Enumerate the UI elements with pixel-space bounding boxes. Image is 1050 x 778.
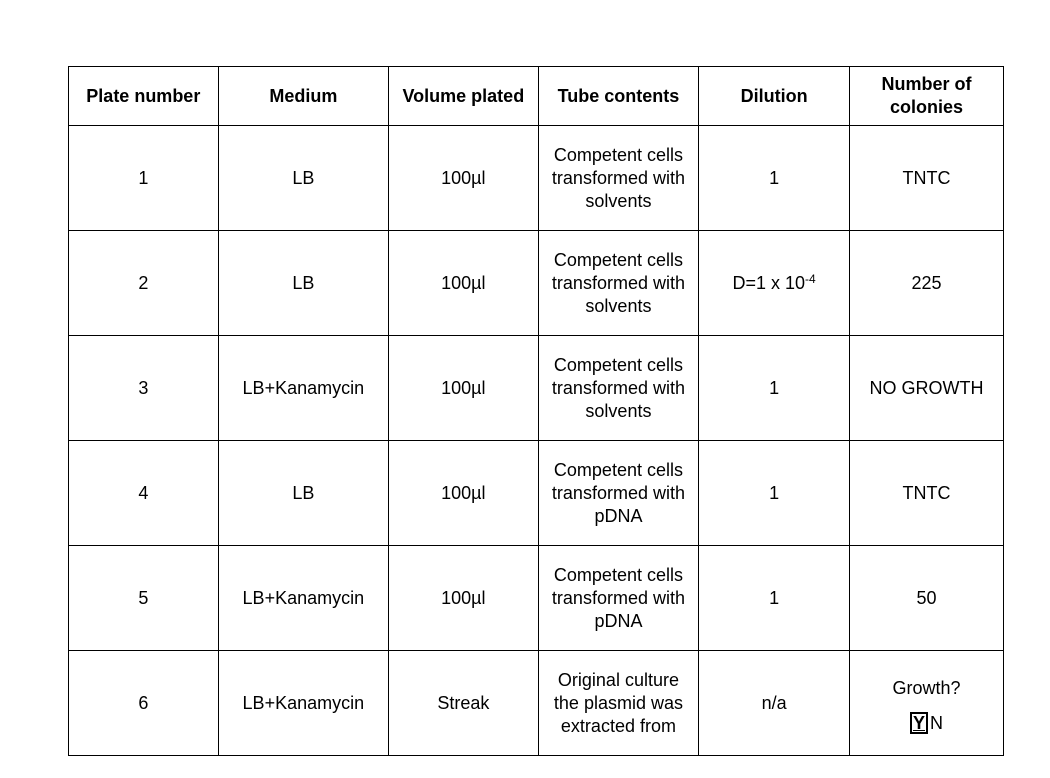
dilution-exponent: -4 (805, 271, 816, 286)
volume-cell: 100µl (389, 336, 539, 441)
colonies-cell: NO GROWTH (849, 336, 1003, 441)
plate-number-cell: 3 (69, 336, 219, 441)
volume-cell: 100µl (389, 231, 539, 336)
dilution-cell: 1 (699, 126, 850, 231)
header-row (69, 67, 1004, 126)
volume-cell: 100µl (389, 126, 539, 231)
dilution-cell: 1 (699, 336, 850, 441)
choice-yes[interactable]: Y (910, 712, 928, 734)
tube-contents-cell: Competent cells transformed with solvents (538, 126, 699, 231)
dilution-cell: 1 (699, 441, 850, 546)
volume-cell: Streak (389, 651, 539, 756)
plate-number-cell: 1 (69, 126, 219, 231)
dilution-base: D=1 x 10 (732, 272, 806, 293)
medium-cell: LB (218, 231, 388, 336)
medium-cell: LB+Kanamycin (218, 651, 388, 756)
results-table (68, 66, 1004, 756)
plate-number-cell: 4 (69, 441, 219, 546)
dilution-cell: 1 (699, 546, 850, 651)
tube-contents-cell: Competent cells transformed with pDNA (538, 441, 699, 546)
choice-no[interactable]: N (929, 713, 943, 733)
growth-question: Growth? (892, 678, 961, 698)
volume-cell: 100µl (389, 546, 539, 651)
medium-cell: LB+Kanamycin (218, 546, 388, 651)
medium-cell: LB+Kanamycin (218, 336, 388, 441)
colonies-cell: 225 (849, 231, 1003, 336)
plate-number-cell: 5 (69, 546, 219, 651)
tube-contents-cell: Competent cells transformed with solvents (538, 231, 699, 336)
header-volume-plated: Volume plated (389, 67, 539, 126)
table-row (69, 651, 1004, 756)
header-tube-contents: Tube contents (538, 67, 699, 126)
colonies-cell (849, 651, 1003, 756)
table-row (69, 231, 1004, 336)
plate-number-cell: 2 (69, 231, 219, 336)
tube-contents-cell: Original culture the plasmid was extracted from (538, 651, 699, 756)
colonies-cell: TNTC (849, 441, 1003, 546)
header-dilution: Dilution (699, 67, 850, 126)
colonies-cell: TNTC (849, 126, 1003, 231)
plate-number-cell: 6 (69, 651, 219, 756)
header-medium: Medium (218, 67, 388, 126)
yes-no-choice (910, 712, 943, 735)
header-number-of-colonies: Number of colonies (849, 67, 1003, 126)
table-row (69, 126, 1004, 231)
medium-cell: LB (218, 441, 388, 546)
dilution-cell (699, 231, 850, 336)
colonies-cell: 50 (849, 546, 1003, 651)
header-plate-number: Plate number (69, 67, 219, 126)
tube-contents-cell: Competent cells transformed with pDNA (538, 546, 699, 651)
dilution-cell: n/a (699, 651, 850, 756)
volume-cell: 100µl (389, 441, 539, 546)
medium-cell: LB (218, 126, 388, 231)
tube-contents-cell: Competent cells transformed with solvents (538, 336, 699, 441)
table-row (69, 546, 1004, 651)
table-row (69, 336, 1004, 441)
table-row (69, 441, 1004, 546)
